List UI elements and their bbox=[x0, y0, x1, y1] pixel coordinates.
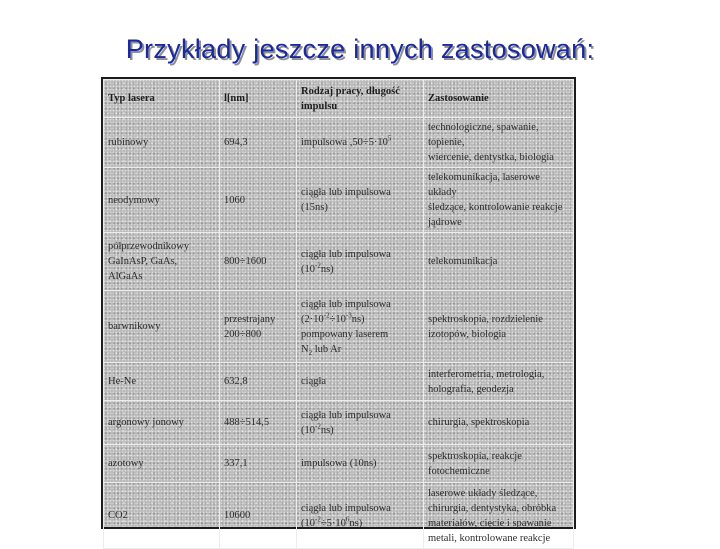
table-row bbox=[104, 291, 574, 363]
cell-wavelength: 10600 bbox=[220, 483, 297, 549]
cell-wavelength: 1060 bbox=[220, 168, 297, 233]
cell-laser-type: azotowy bbox=[104, 445, 220, 483]
cell-application: technologiczne, spawanie, topienie, wiercenie, dentystka, biologia bbox=[424, 118, 574, 168]
cell-application: telekomunikacja bbox=[424, 233, 574, 291]
table-row bbox=[104, 363, 574, 401]
table-row bbox=[104, 118, 574, 168]
cell-mode: ciągła lub impulsowa $(10^{-2}\div 5\cdot 10^6ns)$ bbox=[297, 483, 424, 549]
cell-mode: impulsowa $,50\div 5\cdot 10^5$ bbox=[297, 118, 424, 168]
header-mode: Rodzaj pracy, długość impulsu bbox=[297, 80, 424, 118]
cell-laser-type: rubinowy bbox=[104, 118, 220, 168]
cell-application: laserowe układy śledzące, chirurgia, dentystyka, obróbka materiałów, cięcie i spawanie metali, kontrolowane reakcje bbox=[424, 483, 574, 549]
cell-wavelength: 694,3 bbox=[220, 118, 297, 168]
cell-application: chirurgia, spektroskopia bbox=[424, 401, 574, 445]
cell-laser-type: barwnikowy bbox=[104, 291, 220, 363]
cell-mode: ciągła lub impulsowa (15ns) bbox=[297, 168, 424, 233]
table-row bbox=[104, 233, 574, 291]
cell-mode: impulsowa (10ns) bbox=[297, 445, 424, 483]
table-header-row bbox=[104, 80, 574, 118]
cell-application: interferometria, metrologia, holografia, geodezja bbox=[424, 363, 574, 401]
table-row bbox=[104, 445, 574, 483]
cell-mode: ciągła lub impulsowa $(10^{-2}ns)$ bbox=[297, 233, 424, 291]
cell-mode: ciągła lub impulsowa $(2\cdot 10^{-2}\div 10^{-3}ns)$ pompowany laserem $N_2$ lub Ar bbox=[297, 291, 424, 363]
cell-wavelength: 632,8 bbox=[220, 363, 297, 401]
header-application: Zastosowanie bbox=[424, 80, 574, 118]
cell-laser-type: CO2 bbox=[104, 483, 220, 549]
table-row bbox=[104, 168, 574, 233]
header-laser-type: Typ lasera bbox=[104, 80, 220, 118]
laser-table-frame bbox=[101, 77, 576, 544]
cell-mode: ciągła bbox=[297, 363, 424, 401]
cell-wavelength: 337,1 bbox=[220, 445, 297, 483]
cell-laser-type: neodymowy bbox=[104, 168, 220, 233]
cell-laser-type: argonowy jonowy bbox=[104, 401, 220, 445]
cell-application: telekomunikacja, laserowe układy śledzące, kontrolowanie reakcje jądrowe bbox=[424, 168, 574, 233]
cell-application: spektroskopia, rozdzielenie izotopów, biologia bbox=[424, 291, 574, 363]
slide-title: Przykłady jeszcze innych zastosowań: bbox=[125, 34, 595, 64]
laser-applications-table bbox=[103, 79, 574, 549]
cell-laser-type: He-Ne bbox=[104, 363, 220, 401]
table-row bbox=[104, 401, 574, 445]
header-wavelength: l[nm] bbox=[220, 80, 297, 118]
cell-laser-type: półprzewodnikowy GaInAsP, GaAs, AlGaAs bbox=[104, 233, 220, 291]
cell-application: spektroskopia, reakcje fotochemiczne bbox=[424, 445, 574, 483]
cell-wavelength: 488÷514,5 bbox=[220, 401, 297, 445]
cell-wavelength: 800÷1600 bbox=[220, 233, 297, 291]
table-row bbox=[104, 483, 574, 549]
cell-mode: ciągła lub impulsowa $(10^{-2}ns)$ bbox=[297, 401, 424, 445]
cell-wavelength: przestrajany 200÷800 bbox=[220, 291, 297, 363]
